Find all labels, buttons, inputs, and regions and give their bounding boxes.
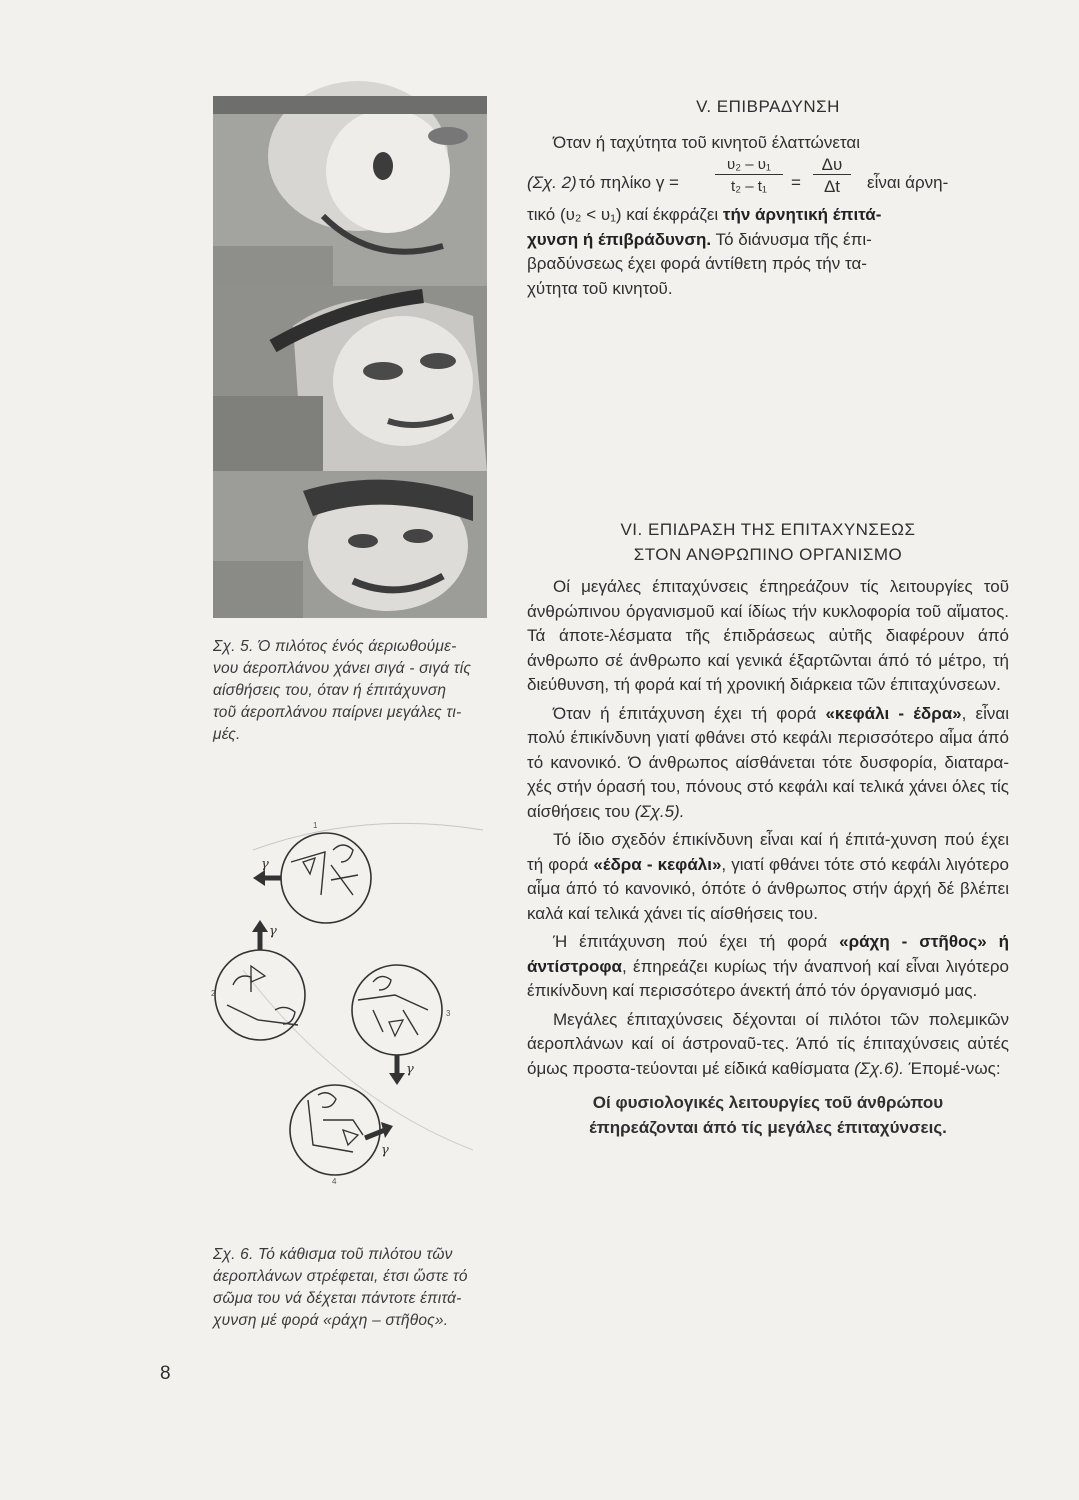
- formula-line: [527, 155, 1009, 199]
- accel-symbol: γ: [406, 1062, 414, 1077]
- figure-ref: (Σχ.5).: [634, 801, 685, 821]
- fraction-denominator: t₂ – t₁: [731, 178, 767, 195]
- bold-term: χυνση ή έπιβράδυνση.: [527, 229, 712, 249]
- section6-heading-line1: VI. ΕΠΙΔΡΑΣΗ ΤΗΣ ΕΠΙΤΑΧΥΝΣΕΩΣ: [620, 520, 916, 539]
- conclusion: [527, 1091, 1009, 1140]
- rotating-seat-diagram: [213, 770, 487, 1200]
- accel-symbol: γ: [269, 924, 277, 939]
- diagram-label-3: 3: [446, 1009, 451, 1018]
- figure-ref: (Σχ. 2): [527, 173, 577, 192]
- text-run: , έπηρεάζει κυρίως τήν άναπνοή καί εἶναι λιγότερο έπικίνδυνη καί περισσότερο άνεκτή άπό τόν όργανισμό μας.: [527, 956, 1009, 1000]
- fraction-numerator: Δυ: [813, 155, 851, 175]
- equals-sign: =: [791, 173, 801, 192]
- figure5-caption-line: αίσθήσεις του, όταν ή έπιτάχυνση: [213, 682, 447, 699]
- bold-term: «ράχη - στῆθος» ή άντίστροφα: [527, 932, 1009, 976]
- page-number: 8: [160, 1363, 171, 1384]
- formula-text: εἶναι άρνη-: [867, 173, 949, 192]
- figure5-caption-line: νου άεροπλάνου χάνει σιγά - σιγά τίς: [213, 660, 472, 677]
- section-deceleration: [527, 95, 1009, 301]
- accel-symbol: γ: [261, 857, 269, 872]
- text-run: Τό ίδιο σχεδόν έπικίνδυνη εἶναι καί ή έπιτά-χυνση πού έχει τή φορά: [527, 830, 1009, 874]
- figure6-caption-line: Σχ. 6. Τό κάθισμα τοῦ πιλότου τῶν: [213, 1246, 453, 1263]
- accel-symbol: γ: [381, 1143, 389, 1158]
- diagram-label-4: 4: [332, 1177, 337, 1186]
- figure5-caption: [213, 636, 493, 746]
- fraction-numerator: υ₂ – υ₁: [715, 155, 783, 175]
- text-run: , εἶναι πολύ έπικίνδυνη γιατί φθάνει στό κεφάλι περισσότερο αἶμα άπό τό κανονικό. Ό άνθρωπος αίσθάνεται τότε δυσφορία, διαταρα-χές στήν όρασή του, πόνους στό κεφάλι καί τελικά χάνει όλες τίς αίσθήσεις του: [527, 703, 1009, 821]
- figure6-caption: [213, 1244, 493, 1332]
- section-effects: [527, 518, 1009, 1140]
- paragraph-4: [527, 930, 1009, 1004]
- section5-line6: χύτητα τοῦ κινητοῦ.: [527, 278, 673, 298]
- paragraph-3: [527, 828, 1009, 926]
- text-run: Τό διάνυσμα τῆς έπι-: [711, 229, 872, 249]
- paragraph-1: Οί μεγάλες έπιταχύνσεις έπηρεάζουν τίς λειτουργίες τοῦ άνθρώπινου όργανισμοῦ καί ίδίως τήν κυκλοφορία τοῦ αἵματος. Τά άποτε-λέσματα τῆς έπιδράσεως αὐτῆς διαφέρουν άπό άνθρωπο σέ άνθρωπο καί γενικά έξαρτῶνται άπό τό μέτρο, τή διεύθυνση, τή φορά καί τή χρονική διάρκεια τῶν έπιταχύνσεων.: [527, 577, 1009, 694]
- pilot-photo-frame-2: [213, 286, 487, 471]
- figure6-caption-line: χυνση μέ φορά «ράχη – στῆθος».: [213, 1312, 449, 1329]
- pilot-photo-figure: [213, 96, 487, 618]
- diagram-label-1: 1: [313, 821, 318, 830]
- text-run: Έπομέ-νως:: [903, 1058, 1001, 1078]
- bold-term: «έδρα - κεφάλι»: [593, 854, 722, 874]
- section5-line4: [527, 228, 1009, 253]
- figure-ref: (Σχ.6).: [854, 1058, 904, 1078]
- figure5-caption-line: Σχ. 5. Ό πιλότος ένός άεριωθούμε-: [213, 638, 457, 655]
- paragraph-5: [527, 1008, 1009, 1082]
- section5-line1: Όταν ή ταχύτητα τοῦ κινητοῦ έλαττώνεται: [553, 132, 860, 152]
- section6-heading-line2: ΣΤΟΝ ΑΝΘΡΩΠΙΝΟ ΟΡΓΑΝΙΣΜΟ: [633, 544, 903, 564]
- text-run: , γιατί φθάνει τότε στό κεφάλι λιγότερο αἶμα άπό τό κανονικό, όπότε ό άνθρωπος στήν άρχή δέ βλέπει καλά καί τελικά χάνει τίς αίσθήσεις του.: [527, 854, 1010, 923]
- pilot-photo-frame-1: [213, 96, 487, 286]
- text-run: Όταν ή έπιτάχυνση έχει τή φορά: [553, 703, 826, 723]
- section5-heading: V. ΕΠΙΒΡΑΔΥΝΣΗ: [696, 97, 840, 116]
- text-run: Ή έπιτάχυνση πού έχει τή φορά: [553, 932, 840, 951]
- pilot-photo-frame-3: [213, 471, 487, 618]
- bold-term: τήν άρνητική έπιτά-: [722, 205, 882, 224]
- section5-line3: [527, 203, 1009, 228]
- paragraph-2: [527, 702, 1009, 825]
- conclusion-line: έπηρεάζονται άπό τίς μεγάλες έπιταχύνσεις.: [589, 1117, 947, 1137]
- text-run: τικό (υ₂ < υ₁) καί έκφράζει: [527, 205, 723, 224]
- bold-term: «κεφάλι - έδρα»: [825, 703, 962, 723]
- figure5-caption-line: τοῦ άεροπλάνου παίρνει μεγάλες τι-: [213, 704, 462, 721]
- figure6-caption-line: άεροπλάνων στρέφεται, έτσι ὥστε τό: [213, 1268, 468, 1285]
- formula-text: τό πηλίκο γ =: [579, 173, 679, 192]
- diagram-label-2: 2: [211, 989, 216, 998]
- text-run: Μεγάλες έπιταχύνσεις δέχονται οί πιλότοι τῶν πολεμικῶν άεροπλάνων καί οί άστροναῦ-τες. Άπό τίς έπιταχύνσεις αὐτές όμως προστα-τεύονται μέ είδικά καθίσματα: [527, 1009, 1009, 1078]
- figure5-caption-line: μές.: [213, 726, 241, 743]
- conclusion-line: Οί φυσιολογικές λειτουργίες τοῦ άνθρώπου: [592, 1093, 944, 1112]
- figure6-caption-line: σῶμα του νά δέχεται πάντοτε έπιτά-: [213, 1290, 462, 1307]
- section5-line5: βραδύνσεως έχει φορά άντίθετη πρός τήν τα-: [527, 254, 867, 273]
- fraction-denominator: Δt: [823, 177, 841, 196]
